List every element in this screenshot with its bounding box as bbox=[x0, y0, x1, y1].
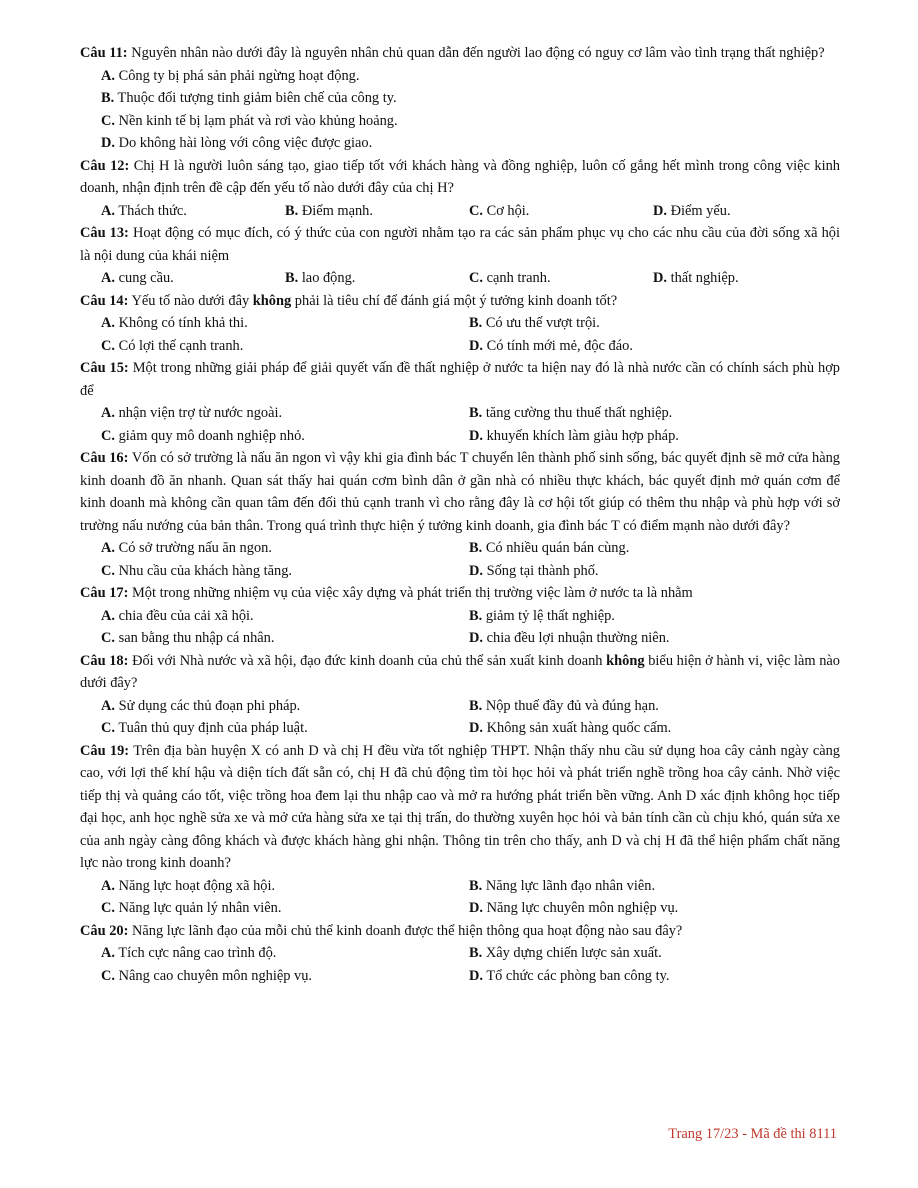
question-stem bbox=[80, 447, 840, 537]
answer-option bbox=[101, 425, 469, 448]
page-footer bbox=[560, 1126, 837, 1143]
question-block bbox=[80, 357, 840, 447]
exam-code: Mã đề thi 8111 bbox=[750, 1126, 837, 1142]
option-text: san bằng thu nhập cá nhân. bbox=[118, 630, 275, 646]
answer-option bbox=[469, 627, 839, 650]
option-letter: B. bbox=[469, 877, 483, 894]
option-letter: B. bbox=[285, 270, 299, 286]
answer-options bbox=[101, 312, 840, 357]
question-stem bbox=[80, 290, 840, 313]
answer-option bbox=[101, 65, 840, 88]
option-text: Tích cực nâng cao trình độ. bbox=[118, 945, 277, 961]
question-text: Vốn có sở trường là nấu ăn ngon vì vậy khi gia đình bác T chuyển lên thành phố sinh sống, bác quyết định sẽ mở cửa hàng kinh doanh đồ ăn nhanh. Quan sát thấy hai quán cơm bình dân ở gần nhà có nhiều thực khách, bác quyết định mở quán cơm để kinh doanh mà không cần quan tâm đến đối thủ cạnh tranh vì cho rằng đây là cơ hội tốt giúp có thêm thu nhập và phù hợp với sở trường nấu nướng của bản thân. Trong quá trình thực hiện ý tưởng kinh doanh, gia đình bác T có điểm mạnh nào dưới đây? bbox=[80, 450, 840, 534]
option-text: Không sản xuất hàng quốc cấm. bbox=[486, 720, 672, 736]
answer-option bbox=[101, 87, 840, 110]
question-number: Câu 12: bbox=[80, 157, 130, 174]
option-text: Điểm yếu. bbox=[670, 202, 731, 219]
answer-option bbox=[469, 605, 839, 628]
answer-option bbox=[101, 560, 469, 583]
option-letter: C. bbox=[101, 427, 115, 444]
question-text-continued: phải là tiêu chí để đánh giá một ý tưởng kinh doanh tốt? bbox=[294, 292, 618, 309]
option-letter: D. bbox=[469, 427, 483, 444]
page-number: Trang 17/23 bbox=[668, 1126, 739, 1142]
option-letter: D. bbox=[469, 720, 483, 736]
option-text: lao động. bbox=[301, 270, 356, 286]
option-letter: A. bbox=[101, 202, 115, 219]
question-block bbox=[80, 447, 840, 582]
answer-option bbox=[469, 335, 839, 358]
option-text: Tuân thủ quy định của pháp luật. bbox=[118, 720, 308, 736]
question-text-continued: biểu hiện ở hành vi, việc làm nào dưới đây? bbox=[80, 652, 841, 691]
question-text: Năng lực lãnh đạo của mỗi chủ thể kinh doanh được thể hiện thông qua hoạt động nào sau đây? bbox=[131, 922, 683, 939]
answer-options bbox=[101, 200, 840, 223]
option-text: Tổ chức các phòng ban công ty. bbox=[486, 967, 670, 984]
answer-option bbox=[101, 965, 469, 988]
option-letter: D. bbox=[469, 337, 483, 354]
option-letter: B. bbox=[469, 607, 483, 624]
answer-option bbox=[653, 267, 823, 290]
option-letter: C. bbox=[469, 270, 483, 286]
question-number: Câu 11: bbox=[80, 45, 128, 61]
question-block bbox=[80, 155, 840, 223]
answer-option bbox=[469, 695, 839, 718]
option-letter: B. bbox=[469, 945, 483, 961]
answer-options bbox=[101, 942, 840, 987]
question-block bbox=[80, 582, 840, 650]
option-letter: A. bbox=[101, 67, 115, 84]
option-text: giảm tỷ lệ thất nghiệp. bbox=[485, 607, 615, 624]
option-text: khuyến khích làm giàu hợp pháp. bbox=[486, 427, 679, 444]
answer-option bbox=[653, 200, 823, 223]
answer-option bbox=[101, 717, 469, 740]
option-text: Nâng cao chuyên môn nghiệp vụ. bbox=[118, 967, 313, 984]
answer-option bbox=[101, 875, 469, 898]
option-letter: C. bbox=[101, 562, 115, 579]
option-text: Có nhiều quán bán cùng. bbox=[485, 540, 630, 556]
option-letter: D. bbox=[101, 135, 115, 151]
answer-option bbox=[469, 537, 839, 560]
question-stem bbox=[80, 650, 840, 695]
question-text: Một trong những giải pháp để giải quyết vấn đề thất nghiệp ở nước ta hiện nay đó là nhà nước cần có chính sách phù hợp để bbox=[80, 360, 841, 399]
question-block bbox=[80, 920, 840, 988]
option-letter: C. bbox=[101, 720, 115, 736]
answer-option bbox=[101, 110, 840, 133]
option-text: Sử dụng các thủ đoạn phi pháp. bbox=[118, 697, 301, 714]
option-text: Cơ hội. bbox=[486, 202, 530, 219]
option-text: Do không hài lòng với công việc được giao. bbox=[118, 135, 373, 151]
option-text: Điểm mạnh. bbox=[301, 202, 373, 219]
negation-emphasis: không bbox=[606, 652, 645, 669]
option-letter: D. bbox=[469, 562, 483, 579]
option-text: giảm quy mô doanh nghiệp nhỏ. bbox=[118, 427, 305, 444]
option-text: Có ưu thế vượt trội. bbox=[485, 315, 600, 331]
option-text: tăng cường thu thuế thất nghiệp. bbox=[485, 405, 673, 421]
option-letter: C. bbox=[469, 202, 483, 219]
answer-options bbox=[101, 402, 840, 447]
answer-option bbox=[101, 942, 469, 965]
question-block bbox=[80, 740, 840, 920]
option-letter: C. bbox=[101, 967, 115, 984]
option-text: Năng lực quản lý nhân viên. bbox=[118, 900, 282, 916]
answer-option bbox=[101, 627, 469, 650]
question-block bbox=[80, 290, 840, 358]
question-text: Trên địa bàn huyện X có anh D và chị H đều vừa tốt nghiệp THPT. Nhận thấy nhu cầu sử dụng hoa cây cảnh ngày càng cao, với lợi thế khí hậu và diện tích đất sẵn có, chị H đã chủ động tìm tòi học hỏi và phát triển nghề trồng hoa cây cảnh. Nhờ việc tiếp thị và quảng cáo tốt, việc trồng hoa đem lại thu nhập cao và mở ra hướng phát triển bền vững. Anh D xác định không học tiếp đại học, anh học nghề sửa xe và mở cửa hàng sửa xe tại thị trấn, do thường xuyên học hỏi và bản tính cần cù chịu khó, quán sửa xe của anh ngày càng đông khách và được khách hàng ghi nhận. Thông tin trên cho thấy, anh D và chị H đã thể hiện phẩm chất năng lực nào trong kinh doanh? bbox=[80, 742, 841, 871]
answer-option bbox=[469, 875, 839, 898]
answer-options bbox=[101, 605, 840, 650]
answer-option bbox=[101, 312, 469, 335]
answer-option bbox=[469, 942, 839, 965]
answer-option bbox=[469, 425, 839, 448]
answer-option bbox=[101, 605, 469, 628]
option-letter: D. bbox=[469, 967, 483, 984]
footer-separator: - bbox=[738, 1126, 751, 1142]
answer-options bbox=[101, 537, 840, 582]
question-number: Câu 20: bbox=[80, 922, 129, 939]
answer-option bbox=[469, 560, 839, 583]
question-text: Nguyên nhân nào dưới đây là nguyên nhân chủ quan dẫn đến người lao động có nguy cơ lâm vào tình trạng thất nghiệp? bbox=[131, 45, 825, 61]
option-text: nhận viện trợ từ nước ngoài. bbox=[118, 405, 283, 421]
answer-options bbox=[101, 695, 840, 740]
option-letter: B. bbox=[285, 202, 299, 219]
option-letter: A. bbox=[101, 405, 115, 421]
option-text: Có sở trường nấu ăn ngon. bbox=[118, 540, 272, 556]
question-block bbox=[80, 222, 840, 290]
option-letter: C. bbox=[101, 112, 115, 129]
question-block bbox=[80, 42, 840, 155]
question-number: Câu 15: bbox=[80, 360, 129, 376]
option-text: Nhu cầu của khách hàng tăng. bbox=[118, 562, 293, 579]
question-stem bbox=[80, 155, 840, 200]
answer-option bbox=[469, 267, 653, 290]
option-letter: A. bbox=[101, 697, 115, 714]
question-number: Câu 19: bbox=[80, 742, 130, 759]
option-text: cạnh tranh. bbox=[486, 270, 551, 286]
option-text: chia đều của cải xã hội. bbox=[118, 607, 254, 624]
answer-option bbox=[101, 200, 285, 223]
option-letter: A. bbox=[101, 540, 115, 556]
answer-option bbox=[101, 335, 469, 358]
option-letter: B. bbox=[469, 405, 483, 421]
option-letter: A. bbox=[101, 607, 115, 624]
option-letter: D. bbox=[653, 202, 667, 219]
question-number: Câu 17: bbox=[80, 585, 129, 601]
option-letter: B. bbox=[469, 540, 483, 556]
option-letter: B. bbox=[469, 697, 483, 714]
option-letter: A. bbox=[101, 270, 115, 286]
option-letter: B. bbox=[101, 90, 115, 106]
option-letter: C. bbox=[101, 337, 115, 354]
answer-options bbox=[101, 267, 840, 290]
negation-emphasis: không bbox=[252, 292, 292, 309]
option-text: Thách thức. bbox=[118, 202, 187, 219]
option-text: Có lợi thế cạnh tranh. bbox=[118, 337, 244, 354]
option-text: Có tính mới mẻ, độc đáo. bbox=[486, 337, 633, 354]
question-stem bbox=[80, 582, 840, 605]
answer-option bbox=[469, 897, 839, 920]
option-text: Năng lực chuyên môn nghiệp vụ. bbox=[486, 900, 679, 916]
question-text: Yếu tố nào dưới đây bbox=[131, 292, 250, 309]
answer-options bbox=[101, 875, 840, 920]
answer-option bbox=[285, 267, 469, 290]
question-text: Chị H là người luôn sáng tạo, giao tiếp tốt với khách hàng và đồng nghiệp, luôn cố gắng hết mình trong công việc kinh doanh, nhận định trên đề cập đến yếu tố nào dưới đây của chị H? bbox=[80, 157, 840, 196]
option-letter: D. bbox=[469, 630, 483, 646]
answer-option bbox=[101, 695, 469, 718]
question-number: Câu 14: bbox=[80, 292, 129, 309]
option-letter: C. bbox=[101, 630, 115, 646]
option-text: Nộp thuế đầy đủ và đúng hạn. bbox=[485, 697, 659, 714]
question-stem bbox=[80, 357, 840, 402]
answer-option bbox=[469, 717, 839, 740]
question-stem bbox=[80, 222, 840, 267]
option-text: Thuộc đối tượng tinh giảm biên chế của công ty. bbox=[117, 90, 397, 106]
answer-option bbox=[101, 267, 285, 290]
option-text: thất nghiệp. bbox=[670, 270, 739, 286]
option-letter: A. bbox=[101, 877, 115, 894]
option-text: Xây dựng chiến lược sản xuất. bbox=[485, 945, 662, 961]
option-letter: D. bbox=[653, 270, 667, 286]
option-text: Nền kinh tế bị lạm phát và rơi vào khủng hoảng. bbox=[118, 112, 398, 129]
answer-options bbox=[101, 65, 840, 155]
answer-option bbox=[469, 965, 839, 988]
option-text: cung cầu. bbox=[118, 270, 174, 286]
question-number: Câu 16: bbox=[80, 450, 129, 466]
answer-option bbox=[101, 132, 840, 155]
option-text: chia đều lợi nhuận thường niên. bbox=[486, 630, 670, 646]
option-letter: C. bbox=[101, 900, 115, 916]
answer-option bbox=[101, 537, 469, 560]
question-text: Hoạt động có mục đích, có ý thức của con người nhằm tạo ra các sản phẩm phục vụ cho các nhu cầu của đời sống xã hội là nội dung của khái niệm bbox=[80, 225, 840, 264]
answer-option bbox=[101, 897, 469, 920]
answer-option bbox=[101, 402, 469, 425]
option-text: Năng lực hoạt động xã hội. bbox=[118, 877, 276, 894]
question-text: Đối với Nhà nước và xã hội, đạo đức kinh doanh của chủ thể sản xuất kinh doanh bbox=[132, 652, 603, 669]
option-text: Công ty bị phá sản phải ngừng hoạt động. bbox=[118, 67, 360, 84]
question-stem bbox=[80, 42, 840, 65]
option-letter: D. bbox=[469, 900, 483, 916]
answer-option bbox=[469, 312, 839, 335]
answer-option bbox=[469, 200, 653, 223]
option-text: Năng lực lãnh đạo nhân viên. bbox=[485, 877, 656, 894]
option-text: Sống tại thành phố. bbox=[486, 562, 599, 579]
option-text: Không có tính khả thi. bbox=[118, 315, 248, 331]
question-block bbox=[80, 650, 840, 740]
option-letter: A. bbox=[101, 945, 115, 961]
question-number: Câu 18: bbox=[80, 652, 129, 669]
question-text: Một trong những nhiệm vụ của việc xây dựng và phát triển thị trường việc làm ở nước ta là nhằm bbox=[131, 585, 693, 601]
option-letter: B. bbox=[469, 315, 483, 331]
question-stem bbox=[80, 740, 840, 875]
answer-option bbox=[469, 402, 839, 425]
question-stem bbox=[80, 920, 840, 943]
option-letter: A. bbox=[101, 315, 115, 331]
exam-page bbox=[80, 42, 840, 987]
answer-option bbox=[285, 200, 469, 223]
question-number: Câu 13: bbox=[80, 225, 129, 241]
